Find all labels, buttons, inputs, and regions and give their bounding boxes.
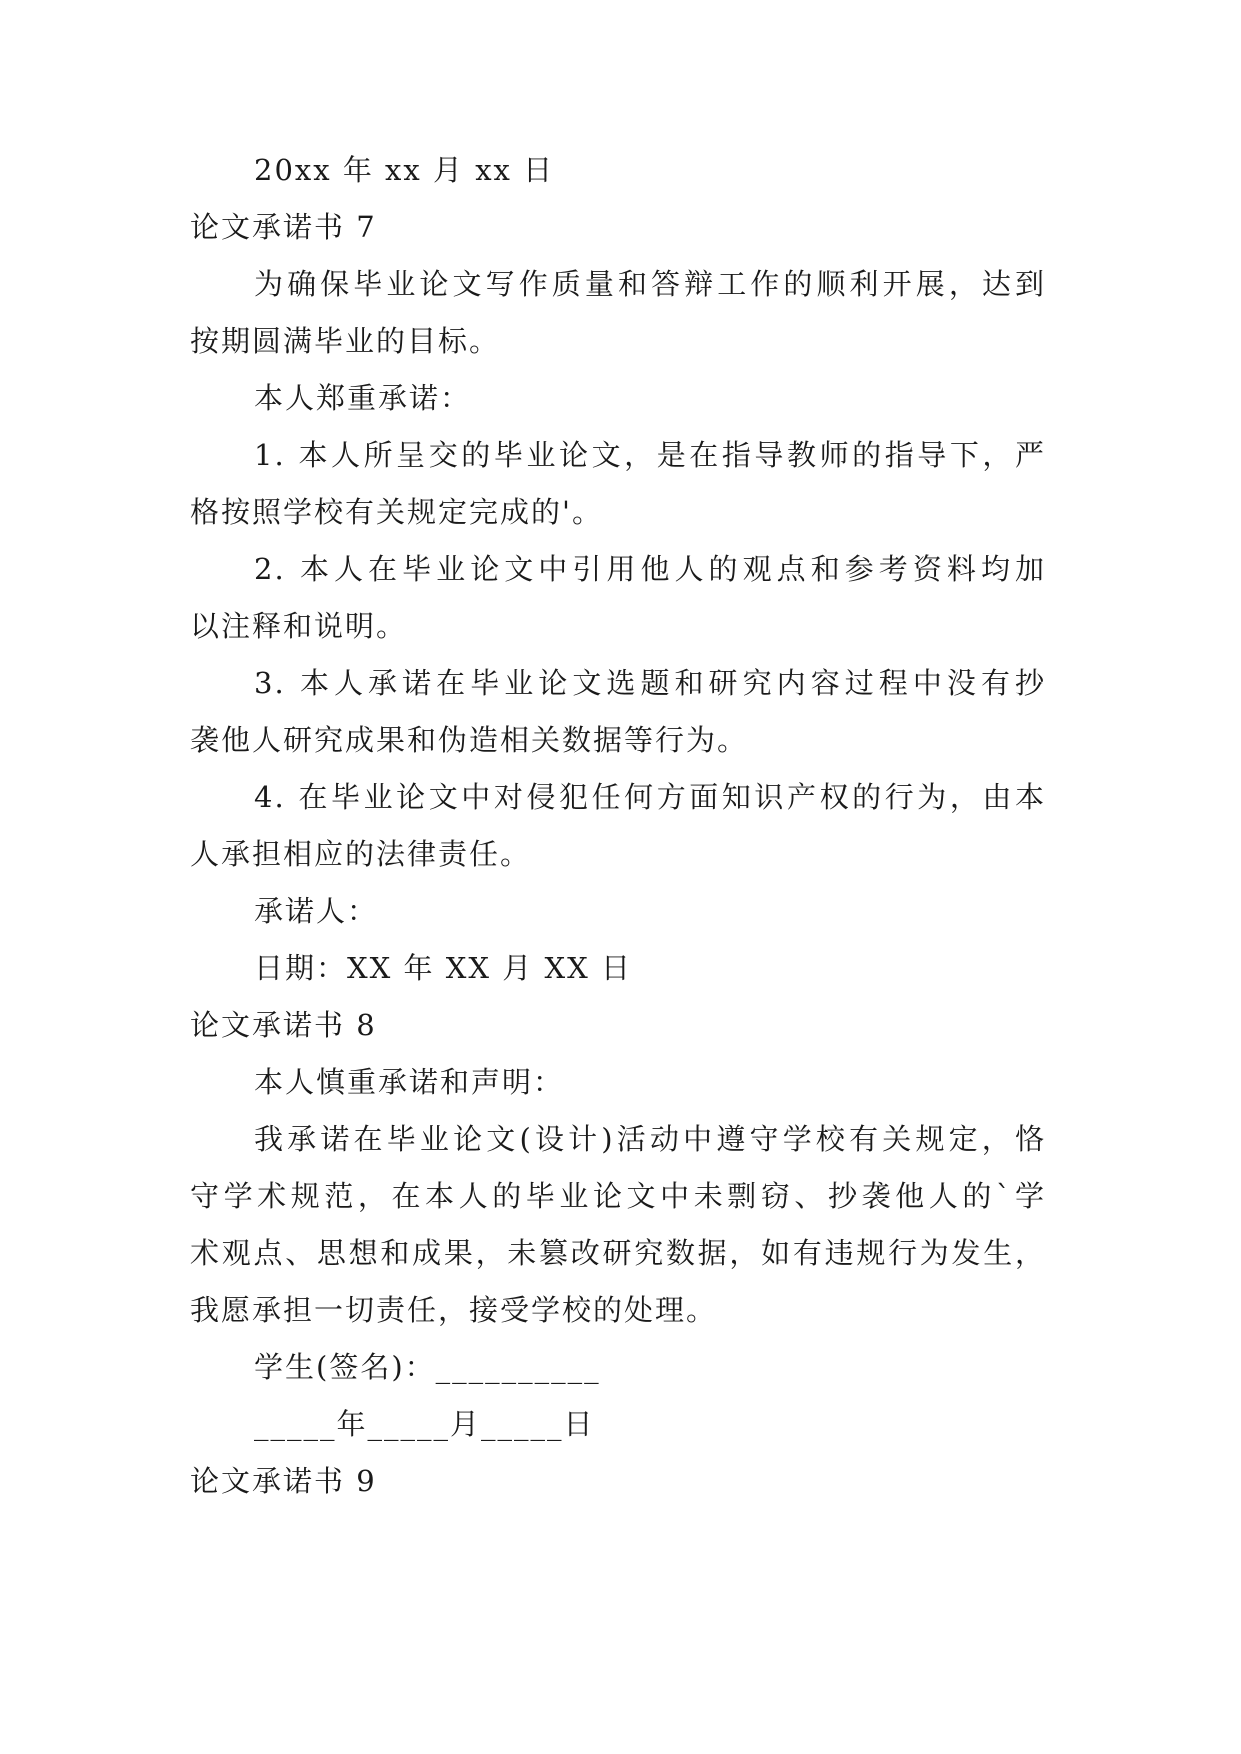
section-title: 论文承诺书 9 xyxy=(190,1464,377,1498)
date-blank-line: _____年_____月_____日 xyxy=(254,1407,595,1441)
signature-line: 学生(签名)：__________ xyxy=(254,1350,601,1384)
paragraph-line: 我承诺在毕业论文(设计)活动中遵守学校有关规定，恪 xyxy=(254,1122,1046,1156)
paragraph-line: 按期圆满毕业的目标。 xyxy=(190,324,501,358)
section-title: 论文承诺书 8 xyxy=(190,1008,377,1042)
paragraph-line: 守学术规范，在本人的毕业论文中未剽窃、抄袭他人的`学 xyxy=(190,1179,1046,1213)
paragraph-line: 4. 在毕业论文中对侵犯任何方面知识产权的行为，由本 xyxy=(254,780,1046,814)
paragraph-line: 1. 本人所呈交的毕业论文，是在指导教师的指导下，严 xyxy=(254,438,1046,472)
signer-label: 承诺人： xyxy=(254,894,379,928)
paragraph-line: 本人郑重承诺： xyxy=(254,381,472,415)
paragraph-line: 术观点、思想和成果，未篡改研究数据，如有违规行为发生， xyxy=(190,1236,1046,1270)
date-line: 日期：XX 年 XX 月 XX 日 xyxy=(254,951,632,985)
paragraph-line: 格按照学校有关规定完成的'。 xyxy=(190,495,603,529)
paragraph-line: 3. 本人承诺在毕业论文选题和研究内容过程中没有抄 xyxy=(254,666,1046,700)
section-title: 论文承诺书 7 xyxy=(190,210,377,244)
paragraph-line: 人承担相应的法律责任。 xyxy=(190,837,532,871)
date-line: 20xx 年 xx 月 xx 日 xyxy=(254,153,555,187)
paragraph-line: 本人慎重承诺和声明： xyxy=(254,1065,565,1099)
paragraph-line: 袭他人研究成果和伪造相关数据等行为。 xyxy=(190,723,749,757)
paragraph-line: 以注释和说明。 xyxy=(190,609,408,643)
paragraph-line: 为确保毕业论文写作质量和答辩工作的顺利开展，达到 xyxy=(254,267,1046,301)
paragraph-line: 我愿承担一切责任，接受学校的处理。 xyxy=(190,1293,718,1327)
paragraph-line: 2. 本人在毕业论文中引用他人的观点和参考资料均加 xyxy=(254,552,1046,586)
